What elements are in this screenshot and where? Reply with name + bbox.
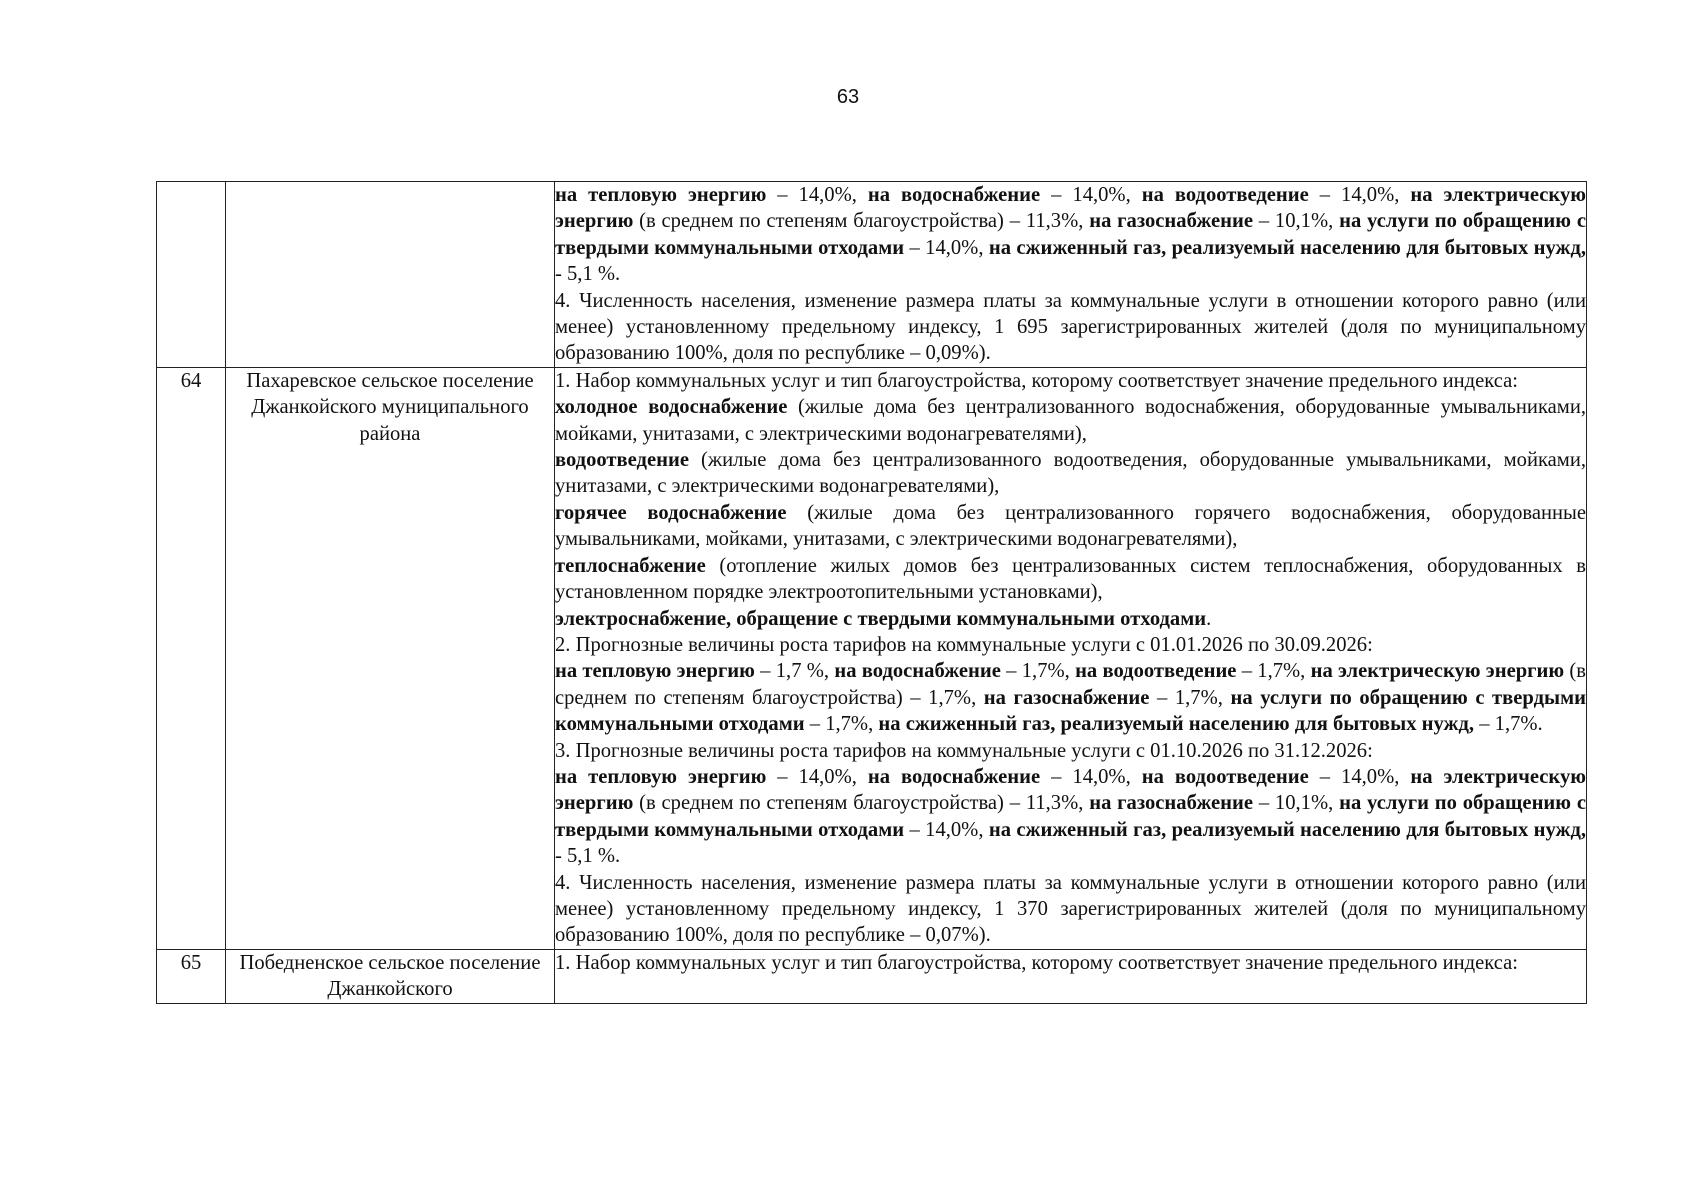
description-paragraph bbox=[555, 447, 1586, 500]
text-run: 3. Прогнозные величины роста тарифов на коммунальные услуги с 01.10.2026 по 31.12.2026: bbox=[555, 739, 1373, 762]
text-run: 1. Набор коммунальных услуг и тип благоустройства, которому соответствует значение предельного индекса: bbox=[555, 951, 1518, 974]
bold-text: горячее водоснабжение bbox=[555, 501, 787, 524]
row-number bbox=[157, 182, 226, 368]
bold-text: на водоотведение bbox=[1141, 765, 1309, 788]
bold-text: на электрическую энергию bbox=[555, 184, 1587, 233]
text-run: (в среднем по степеням благоустройства) – 11,3%, bbox=[633, 210, 1090, 233]
text-run: – 14,0%, bbox=[1040, 765, 1142, 788]
text-run: – 1,7%, bbox=[1236, 660, 1311, 683]
description-paragraph bbox=[555, 764, 1586, 870]
bold-text: на услуги по обращению с твердыми коммунальными отходами bbox=[555, 210, 1586, 259]
tariff-table bbox=[156, 181, 1587, 1004]
text-run: (жилые дома без централизованного водоснабжения, оборудованные умывальниками, мойками, унитазами, с электрическими водонагревателями), bbox=[555, 396, 1586, 445]
bold-text: холодное водоснабжение bbox=[555, 396, 788, 419]
description-paragraph bbox=[555, 288, 1586, 367]
bold-text: на водоотведение bbox=[1075, 660, 1237, 683]
bold-text: на сжиженный газ, реализуемый населению для бытовых нужд, bbox=[988, 236, 1587, 259]
text-run: 2. Прогнозные величины роста тарифов на коммунальные услуги с 01.01.2026 по 30.09.2026: bbox=[555, 633, 1373, 656]
bold-text: на услуги по обращению с твердыми коммунальными отходами bbox=[555, 792, 1586, 841]
text-run: – 14,0%, bbox=[1308, 184, 1411, 206]
row-description bbox=[555, 182, 1587, 368]
bold-text: теплоснабжение bbox=[555, 554, 706, 577]
text-run: . bbox=[1206, 607, 1212, 630]
text-run: – 14,0%, bbox=[1040, 184, 1142, 206]
text-run: - 5,1 %. bbox=[555, 845, 621, 868]
text-run: (в среднем по степеням благоустройства) – 1,7%, bbox=[555, 660, 1586, 709]
text-run: – 14,0%, bbox=[904, 818, 989, 841]
bold-text: на тепловую энергию bbox=[555, 765, 767, 788]
bold-text: на электрическую энергию bbox=[555, 765, 1587, 815]
row-description bbox=[555, 367, 1587, 949]
bold-text: на газоснабжение bbox=[1089, 792, 1254, 815]
bold-text: на водоснабжение bbox=[867, 184, 1041, 206]
text-run: – 1,7%. bbox=[1474, 713, 1543, 736]
text-run: – 14,0%, bbox=[904, 236, 989, 259]
description-paragraph bbox=[555, 950, 1586, 976]
text-run: – 10,1%, bbox=[1253, 210, 1340, 233]
bold-text: на тепловую энергию bbox=[555, 184, 767, 206]
text-run: – 1,7%, bbox=[1000, 660, 1076, 683]
text-run: - 5,1 %. bbox=[555, 263, 621, 286]
description-paragraph bbox=[555, 500, 1586, 553]
text-run: – 14,0%, bbox=[766, 184, 868, 206]
description-paragraph bbox=[555, 394, 1586, 447]
description-paragraph bbox=[555, 632, 1586, 658]
text-run: (отопление жилых домов без централизованных систем теплоснабжения, оборудованных в установленном порядке электроотопительными установками), bbox=[555, 554, 1586, 604]
text-run: – 14,0%, bbox=[1308, 765, 1411, 788]
table-row bbox=[157, 367, 1587, 949]
text-run: (в среднем по степеням благоустройства) – 11,3%, bbox=[633, 792, 1090, 815]
row-number: 64 bbox=[157, 367, 226, 949]
bold-text: электроснабжение, обращение с твердыми коммунальными отходами bbox=[555, 607, 1207, 630]
tariff-table-body bbox=[157, 182, 1587, 1004]
bold-text: на водоотведение bbox=[1141, 184, 1309, 206]
table-row bbox=[157, 949, 1587, 1003]
text-run: (жилые дома без централизованного горячего водоснабжения, оборудованные умывальниками, мойками, унитазами, с электрическими водонагревателями), bbox=[555, 501, 1586, 551]
bold-text: на услуги по обращению с твердыми коммунальными отходами bbox=[555, 686, 1586, 736]
bold-text: на сжиженный газ, реализуемый населению для бытовых нужд, bbox=[988, 818, 1587, 841]
bold-text: на газоснабжение bbox=[1089, 210, 1254, 233]
text-run: 4. Численность населения, изменение размера платы за коммунальные услуги в отношении которого равно (или менее) установленному предельному индексу, 1 370 зарегистрированных жителей (доля по муниципальному образованию 100%, доля по республике – 0,07%). bbox=[555, 871, 1586, 947]
text-run: 1. Набор коммунальных услуг и тип благоустройства, которому соответствует значение предельного индекса: bbox=[555, 369, 1518, 392]
description-paragraph bbox=[555, 606, 1586, 632]
description-paragraph bbox=[555, 658, 1586, 737]
text-run: (жилые дома без централизованного водоотведения, оборудованные умывальниками, мойками, унитазами, с электрическими водонагревателями), bbox=[555, 449, 1586, 498]
description-paragraph bbox=[555, 553, 1586, 606]
settlement-name bbox=[226, 182, 555, 368]
table-row bbox=[157, 182, 1587, 368]
description-paragraph bbox=[555, 368, 1586, 394]
settlement-name: Пахаревское сельское поселение Джанкойского муниципального района bbox=[226, 367, 555, 949]
text-run: – 1,7%, bbox=[1149, 686, 1231, 709]
text-run: – 14,0%, bbox=[766, 765, 868, 788]
bold-text: на водоснабжение bbox=[867, 765, 1041, 788]
bold-text: водоотведение bbox=[555, 449, 689, 472]
text-run: – 1,7%, bbox=[804, 713, 879, 736]
settlement-name: Победненское сельское поселение Джанкойского bbox=[226, 949, 555, 1003]
bold-text: на сжиженный газ, реализуемый населению для бытовых нужд, bbox=[878, 713, 1475, 736]
text-run: – 10,1%, bbox=[1253, 792, 1340, 815]
bold-text: на тепловую энергию bbox=[555, 660, 755, 683]
description-paragraph bbox=[555, 182, 1586, 288]
row-description bbox=[555, 949, 1587, 1003]
text-run: – 1,7 %, bbox=[754, 660, 835, 683]
description-paragraph bbox=[555, 870, 1586, 949]
bold-text: на электрическую энергию bbox=[1310, 660, 1565, 683]
row-number: 65 bbox=[157, 949, 226, 1003]
bold-text: на водоснабжение bbox=[834, 660, 1001, 683]
page-number: 63 bbox=[836, 86, 860, 108]
text-run: 4. Численность населения, изменение размера платы за коммунальные услуги в отношении которого равно (или менее) установленному предельному индексу, 1 695 зарегистрированных жителей (доля по муниципальному образованию 100%, доля по республике – 0,09%). bbox=[555, 289, 1586, 365]
description-paragraph bbox=[555, 738, 1586, 764]
bold-text: на газоснабжение bbox=[983, 686, 1150, 709]
